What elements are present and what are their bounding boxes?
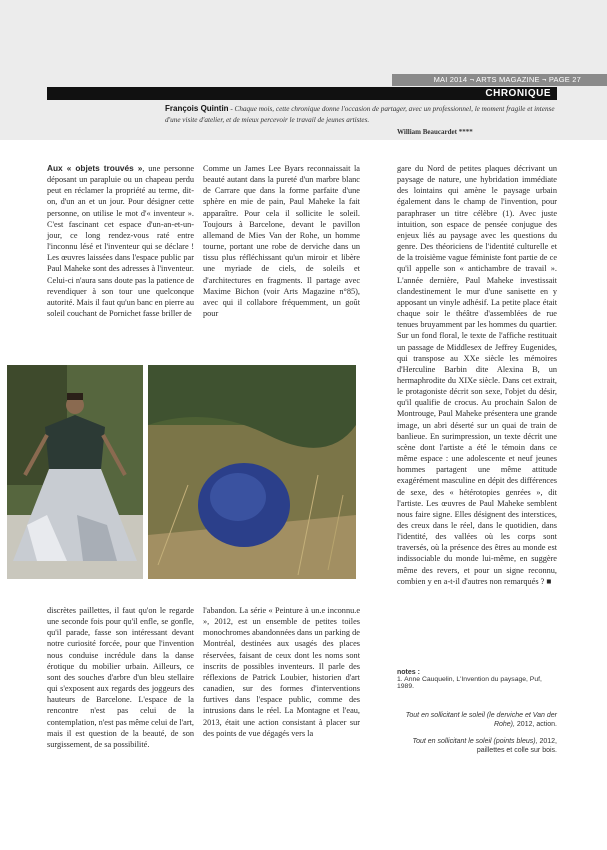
signature: William Beaucardet ****	[397, 128, 473, 136]
column-3	[397, 163, 557, 587]
photo-derviche	[7, 365, 143, 579]
column-1-bottom	[47, 605, 194, 750]
blue-stump-illustration	[148, 365, 356, 579]
photo-points-bleus	[148, 365, 356, 579]
column-1-top	[47, 163, 194, 319]
lead-phrase: Aux « objets trouvés »	[47, 163, 143, 173]
notes	[397, 669, 557, 690]
col1-bottom-text: discrètes paillettes, il faut qu'on le regarde une seconde fois pour qu'il enfle, se gonfle, qu'il parade, fasse son intéressant devant notre curiosité forcée, pour que l'invention nous conduise incrédule dans la danse érotique du mobilier urbain. Ailleurs, ce sont des souches d'arbre d'un bleu stellaire qui s'exposent aux regards des joggeurs des hauteurs de Barcelone. L'espace de la rencontre n'est pas celui de la contemplation, n'est pas même celui de l'art, mais il est question de la beauté, de son surgissement, de sa possibilité.	[47, 606, 194, 749]
note-1: 1. Anne Cauquelin, L'Invention du paysage, Puf, 1989.	[397, 676, 542, 690]
col1-top-text: , une personne déposant un parapluie ou un chapeau perdu peut en réclamer la propriété au terme, dit-on, d'un an et un jour. Pour désigner cette personne, on utilise le mot d'« inventeur ». C'est fascinant cet espace d'un-an-et-un-jour, ce long rendez-vous raté entre l'inconnu lésé et l'inventeur qui se déclare ! Les œuvres laissées dans l'espace public par Paul Maheke sont des adresses à l'inventeur. Celui-ci n'aura sans doute pas la patience de revendiquer à son tour une quelconque autorité. Mais il faut qu'un banc en pierre au soleil couchant de Pornichet fasse briller de	[47, 164, 194, 319]
derviche-illustration	[7, 365, 143, 579]
caption-2-detail: 2012, paillettes et colle sur bois.	[476, 738, 557, 754]
column-2-top	[203, 163, 360, 319]
column-2-bottom	[203, 605, 360, 739]
caption-1-title: Tout en sollicitant le soleil (le derviche et Van der Rohe),	[405, 712, 557, 728]
intro-text: - Chaque mois, cette chronique donne l'occasion de partager, avec un professionnel, le moment fragile et intense d'une visite d'atelier, et de mieux percevoir le travail de jeunes artistes.	[165, 105, 555, 124]
author-name: François Quintin	[165, 104, 229, 113]
issue-line: MAI 2014 ¬ ARTS MAGAZINE ¬ PAGE 27	[392, 74, 607, 86]
notes-heading: notes :	[397, 669, 420, 676]
col2-top-text: Comme un James Lee Byars reconnaissait la beauté autant dans la pureté d'un marbre blanc de Carrare que dans la forme parfaite d'une sphère en mie de pain, Paul Maheke la fait apparaître. Pour cela il sollicite le soleil. Toujours à Barcelone, devant le pavillon allemand de Mies Van der Rohe, un homme tourne, portant une robe de derviche dans un tissu plus réfléchissant qu'un miroir et libère une myriade de ciels, de soleils et d'architectures en fragments. Il partage avec Maxime Bichon (voir Arts Magazine n°85), avec qui il collabore fréquemment, un goût pour	[203, 164, 360, 319]
section-title: CHRONIQUE	[47, 87, 557, 100]
col2-bottom-text: l'abandon. La série « Peinture à un.e inconnu.e », 2012, est un ensemble de petites toiles monochromes abandonnées dans un parking de Montréal, destinées aux usagés des places réservées, faisant de ceux dont les noms sont inscrits de possibles inventeurs. Il parle des réflexions de Patrick Loubier, historien d'art canadien, sur des formes d'interventions furtives dans l'espace public, comme des intrusions dans le réel. La Montagne et l'eau, 2013, était une action consistant à placer sur des points de vue dégagés vers la	[203, 606, 360, 738]
caption-1-detail: 2012, action.	[516, 721, 557, 728]
caption-2-title: Tout en sollicitant le soleil (points bleus),	[412, 738, 538, 745]
caption-points-bleus	[397, 737, 557, 755]
chronicle-intro	[165, 104, 565, 125]
col3-text: gare du Nord de petites plaques décrivant un paysage de nature, une hybridation immédiate des lointains qui amène le paysage urbain également dans le champ de l'invention, pour paraphraser un titre célèbre (1). Avec juste intuition, son espace de pensée conjugue des enjeux liés au paysage avec les questions du genre. Des théoriciens de l'identité culturelle et de la troisième vague féministe font partie de ce qu'il appelle son « antichambre de travail ». L'année dernière, Paul Maheke investissait clandestinement le mur d'une sanisette en y apposant un vinyle adhésif. La petite place était chaque soir le théâtre d'assemblées de rue tenues bruyamment par les hommes du quartier. Sur un fond floral, le texte de l'affiche restituait un passage de Middlesex de Jeffrey Eugenides, qui transpose au XXe siècle les mémoires d'Herculine Barbin dite Alexina B, un hermaphrodite du XIXe siècle. Dans cet extrait, le protagoniste décrit son sexe, l'objet du désir, qu'il qualifie de crocus. Au prochain Salon de Montrouge, Paul Maheke présentera une grande image, un abri déserté sur un quai de train de banlieue. En surimpression, un texte décrit une scène dont l'artiste a été le témoin dans ce même espace : une adolescente et neuf jeunes hommes partagent une même attitude exagérément masculine en dépit des différences de sexe, des « hétérotopies genrées », dit l'artiste. Les œuvres de Paul Maheke semblent nous faire signe. Elles désignent des interstices, des creux dans le réel, dans le quotidien, dans l'identité, des vallées où les corps sont traversés, où la présence des êtres au monde est indissociable du monde lui-même, en suggère même des revers, et pour un signe reconnu, combien y en a-t-il d'autres non remarqués ? ■	[397, 164, 557, 586]
caption-derviche	[397, 711, 557, 729]
